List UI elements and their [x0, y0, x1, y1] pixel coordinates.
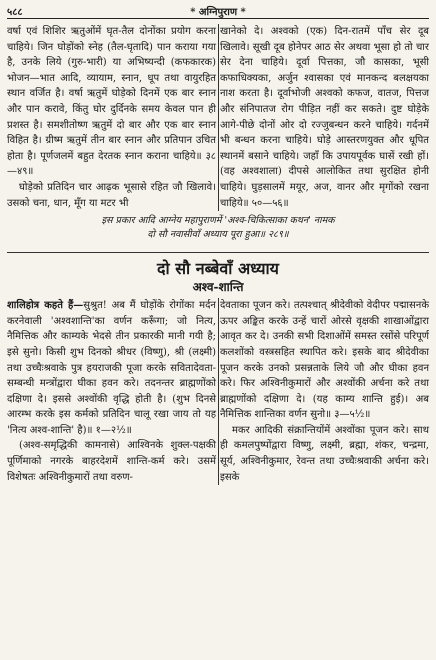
paragraph-text: सुश्रुत! अब मैं घोड़ोंके रोगोंका मर्दन करनेवाली 'अश्वशान्ति'का वर्णन करूँगा; जो नित्य, नैमित्तिक और काम्यके भेदसे तीन प्रकारकी मानी गयी है; इसे सुनो। किसी शुभ दिनको श्रीधर (विष्णु), श्री (लक्ष्मी) तथा उच्चैःश्रवाके पुत्र हयराजकी पूजा करके सवितादेवता-सम्बन्धी मन्त्रोंद्वारा घीका हवन करे। तदनन्तर ब्राह्मणोंको दक्षिणा दे। इससे अश्वोंकी वृद्धि होती है। (शुभ दिनसे आरम्भ करके इस कर्मको प्रतिदिन चालू रखा जाय तो यह 'नित्य अश्व-शान्ति' है)॥ १—२½॥	[7, 300, 216, 436]
header-rule	[7, 18, 429, 19]
chapter-subtitle: अश्व-शान्ति	[192, 280, 244, 295]
page-number: ५८८	[7, 7, 23, 18]
paragraph: वर्षा एवं शिशिर ऋतुओंमें घृत-तैल दोनोंका प्रयोग करना चाहिये। जिन घोड़ोंको स्नेह (तैल-घृतादि) पान कराया गया है, उनके लिये (गुरु-भारी) या अभिष्यन्दी (कफकारक) भोजन—भात आदि, व्यायाम, स्नान, धूप तथा वायुरहित स्थान वर्जित है। वर्षा ऋतुमें घोड़ेको दिनमें एक बार स्नान और पान करावे, किंतु घोर दुर्दिनके समय केवल पान ही प्रशस्त है। समशीतोष्ण ऋतुमें दो बार और एक बार स्नान विहित है। ग्रीष्म ऋतुमें तीन बार स्नान और प्रतिपान उचित होता है। पूर्णजलमें बहुत देरतक स्नान कराना चाहिये॥ ३८—४९॥	[7, 26, 216, 178]
paragraph: मकर आदिकी संक्रान्तियोंमें अश्वोंका पूजन करे। साथ ही कमलपुष्पोंद्वारा विष्णु, लक्ष्मी, ब्रह्मा, शंकर, चन्द्रमा, सूर्य, अश्विनीकुमार, रेवन्त तथा उच्चैःश्रवाकी अर्चना करे। इसके	[220, 424, 429, 483]
chapter-colophon	[7, 214, 429, 242]
paragraph: खानेको दे। अश्वको (एक) दिन-रातमें पाँच सेर दूब खिलावे। सूखी दूब होनेपर आठ सेर अथवा भूसा हो तो चार सेर देना चाहिये। दूर्वा पित्तका, जौ कासका, भूसी कफाधिक्यका, अर्जुन श्वासका एवं मानकन्द बलक्षयका नाश करता है। दूर्वाभोजी अश्वको कफज, वातज, पित्तज और संनिपातज रोग पीड़ित नहीं कर सकते। दुष्ट घोड़ेके आगे-पीछे दोनों ओर दो रज्जुबन्धन करने चाहिये। गर्दनमें भी बन्धन करना चाहिये। घोड़े आस्तरणयुक्त और धूपित स्थानमें बसाने चाहिये। जहाँ कि उपायपूर्वक घासें रखी हों। (वह अश्वशाला) दीपसे आलोकित तथा सुरक्षित होनी चाहिये। घुड़सालमें मयूर, अज, वानर और मृगोंको रखना चाहिये॥ ५०—५६॥	[220, 26, 429, 209]
page-header	[7, 4, 429, 17]
bottom-right-column	[220, 298, 429, 485]
top-columns	[7, 24, 429, 211]
chapter-title: दो सौ नब्बेवाँ अध्याय	[157, 259, 279, 279]
column-divider	[218, 24, 219, 211]
paragraph	[7, 298, 216, 438]
colophon-line: दो सौ नवासीवाँ अध्याय पूरा हुआ॥ २८९॥	[147, 229, 289, 241]
section-rule	[7, 252, 429, 253]
bottom-left-column	[7, 298, 216, 485]
paragraph	[7, 438, 216, 485]
column-divider	[218, 298, 219, 485]
running-title: * अग्निपुराण *	[190, 7, 246, 18]
paragraph-text: (अश्व-समृद्धिकी कामनासे) आश्विनके शुक्ल-पक्षकी पूर्णिमाको नगरके बाहरदेशमें शान्ति-कर्म करे। उसमें विशेषतः अश्विनीकुमारों तथा वरुण-	[7, 440, 216, 483]
speaker-lead: शालिहोत्र कहते हैं—	[7, 300, 84, 312]
top-right-column	[220, 24, 429, 211]
colophon-line: इस प्रकार आदि आग्नेय महापुराणमें 'अश्व-चिकित्साका कथन' नामक	[101, 215, 335, 227]
paragraph: घोड़ेको प्रतिदिन चार आढ़क भूसासे रहित जौ खिलावे। उसको चना, धान, मूँग या मटर भी	[7, 181, 216, 209]
top-left-column	[7, 24, 216, 211]
paragraph: देवताका पूजन करे। तत्पश्चात् श्रीदेवीको वेदीपर पद्मासनके ऊपर अङ्कित करके उन्हें चारों ओरसे वृक्षकी शाखाओंद्वारा आवृत कर दे। उनकी सभी दिशाओंमें समस्त रसोंसे परिपूर्ण कलशोंको वस्त्रसहित स्थापित करे। इसके बाद श्रीदेवीका पूजन करके उनको प्रसन्नताके लिये जौ और घीका हवन करे। फिर अश्विनीकुमारों और अश्वोंकी अर्चना करे तथा ब्राह्मणोंको दक्षिणा दे। (यह काम्य शान्ति हुई)। अब नैमित्तिक शान्तिका वर्णन सुनो॥ ३—५½॥	[220, 300, 429, 421]
bottom-columns	[7, 298, 429, 485]
